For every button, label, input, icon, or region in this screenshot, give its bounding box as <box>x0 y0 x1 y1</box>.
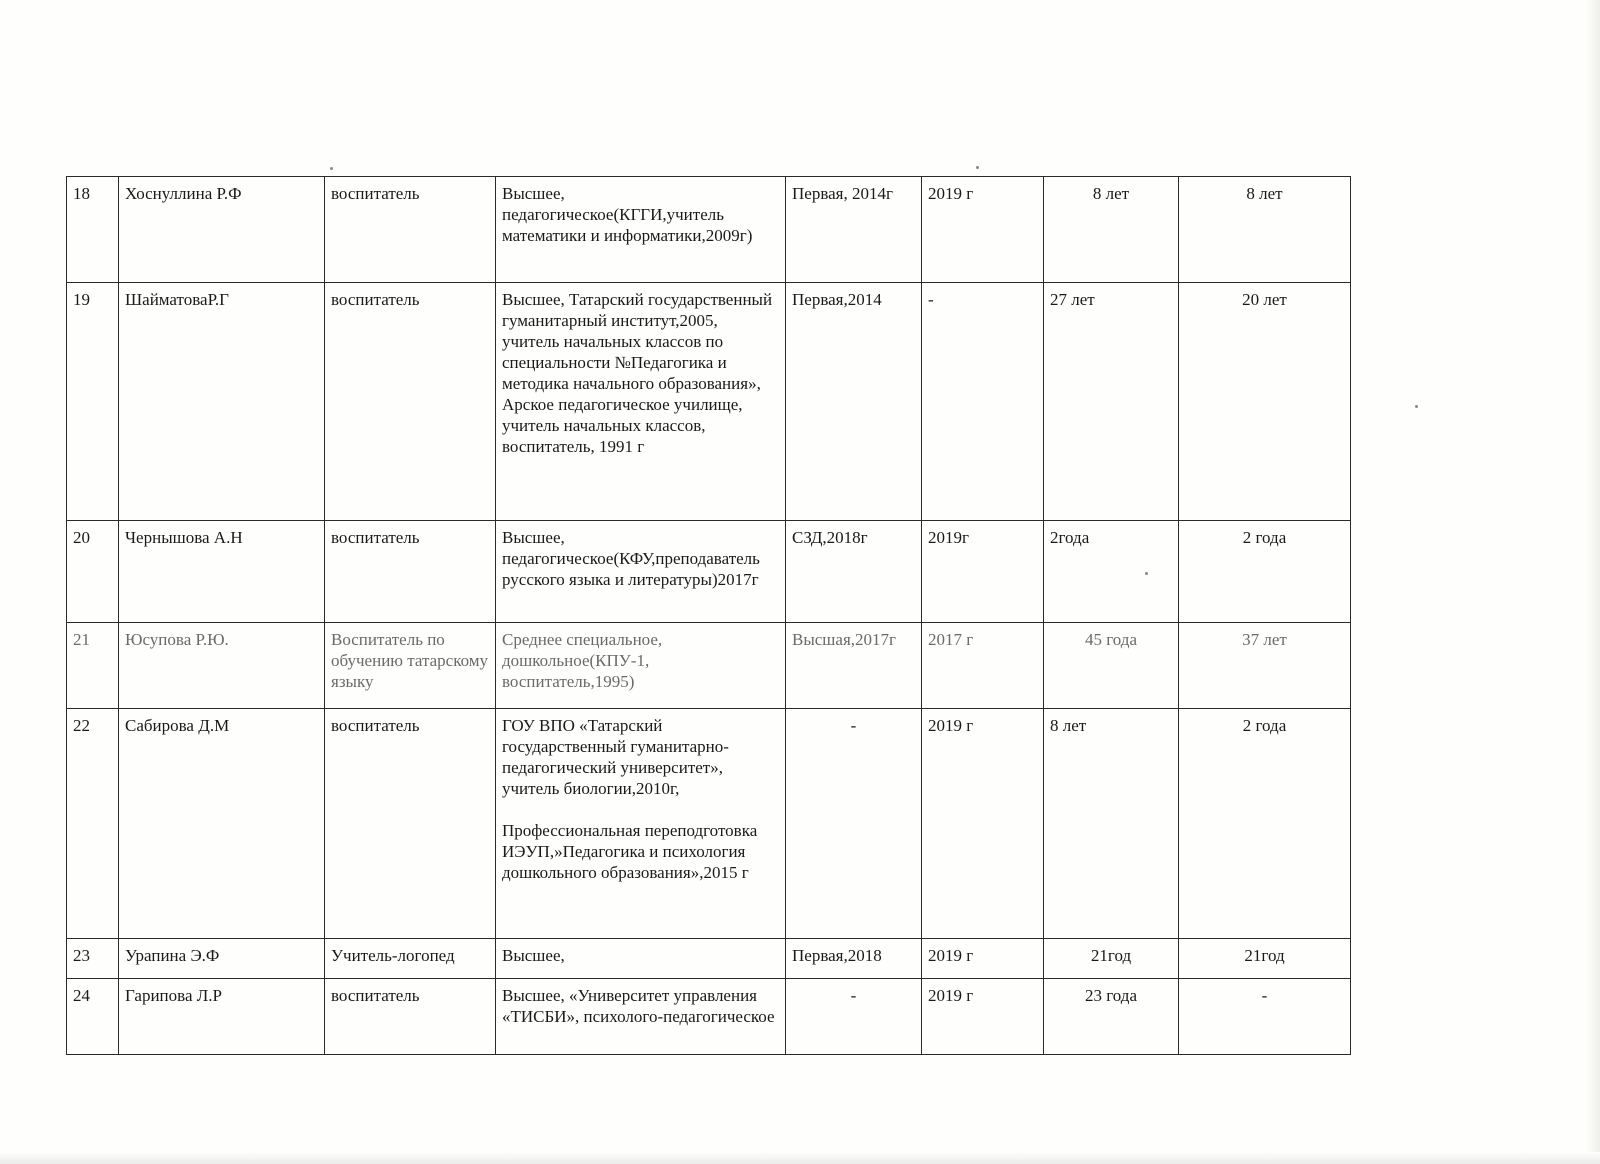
employee-education <box>496 283 786 521</box>
employee-education <box>496 521 786 623</box>
total-experience: 21год <box>1044 939 1179 979</box>
table-row <box>67 521 1351 623</box>
staff-table <box>66 176 1351 1055</box>
scan-speck <box>330 167 333 170</box>
employee-name: Урапина Э.Ф <box>119 939 325 979</box>
qualification-category: Высшая,2017г <box>786 623 922 709</box>
education-text: Высшее, «Университет управления «ТИСБИ», психолого-педагогическое <box>502 986 775 1026</box>
total-experience: 8 лет <box>1044 709 1179 939</box>
employee-name: Гарипова Л.Р <box>119 979 325 1055</box>
employee-name: Юсупова Р.Ю. <box>119 623 325 709</box>
total-experience: 2года <box>1044 521 1179 623</box>
employee-name: Чернышова А.Н <box>119 521 325 623</box>
row-number: 19 <box>67 283 119 521</box>
education-text: Высшее, <box>502 946 565 965</box>
scan-edge-bottom <box>0 1152 1600 1164</box>
qualification-category: Первая, 2014г <box>786 177 922 283</box>
total-experience: 8 лет <box>1044 177 1179 283</box>
table-row <box>67 979 1351 1055</box>
employee-name: ШайматоваР.Г <box>119 283 325 521</box>
education-text: Среднее специальное, дошкольное(КПУ-1, воспитатель,1995) <box>502 630 663 691</box>
row-number: 20 <box>67 521 119 623</box>
employee-position: воспитатель <box>325 283 496 521</box>
employee-education <box>496 939 786 979</box>
employee-education <box>496 623 786 709</box>
row-number: 22 <box>67 709 119 939</box>
employee-education <box>496 177 786 283</box>
scan-speck <box>976 166 979 169</box>
employee-position: воспитатель <box>325 177 496 283</box>
pedagogical-experience: 20 лет <box>1179 283 1351 521</box>
education-text: Высшее, педагогическое(КГГИ,учитель математики и информатики,2009г) <box>502 184 753 245</box>
total-experience: 27 лет <box>1044 283 1179 521</box>
course-year: 2019 г <box>922 177 1044 283</box>
pedagogical-experience: 8 лет <box>1179 177 1351 283</box>
row-number: 18 <box>67 177 119 283</box>
employee-education <box>496 709 786 939</box>
pedagogical-experience: 2 года <box>1179 521 1351 623</box>
course-year: 2017 г <box>922 623 1044 709</box>
course-year: 2019 г <box>922 709 1044 939</box>
qualification-category: - <box>786 709 922 939</box>
total-experience: 23 года <box>1044 979 1179 1055</box>
scan-speck <box>1415 405 1418 408</box>
course-year: 2019 г <box>922 979 1044 1055</box>
employee-position: воспитатель <box>325 521 496 623</box>
pedagogical-experience: - <box>1179 979 1351 1055</box>
row-number: 23 <box>67 939 119 979</box>
table-row <box>67 709 1351 939</box>
scan-edge-right <box>1586 0 1600 1164</box>
course-year: 2019 г <box>922 939 1044 979</box>
employee-position: Учитель-логопед <box>325 939 496 979</box>
table-row <box>67 177 1351 283</box>
table-row <box>67 623 1351 709</box>
course-year: - <box>922 283 1044 521</box>
education-text-retraining: Профессиональная переподготовка ИЭУП,»Педагогика и психология дошкольного образования»,2015 г <box>502 821 758 882</box>
row-number: 24 <box>67 979 119 1055</box>
education-text: Высшее, педагогическое(КФУ,преподаватель русского языка и литературы)2017г <box>502 528 760 589</box>
employee-position: Воспитатель по обучению татарскому языку <box>325 623 496 709</box>
pedagogical-experience: 21год <box>1179 939 1351 979</box>
pedagogical-experience: 37 лет <box>1179 623 1351 709</box>
qualification-category: - <box>786 979 922 1055</box>
employee-education <box>496 979 786 1055</box>
pedagogical-experience: 2 года <box>1179 709 1351 939</box>
course-year: 2019г <box>922 521 1044 623</box>
education-text: ГОУ ВПО «Татарский государственный гуманитарно-педагогический университет», учитель биологии,2010г, <box>502 716 729 798</box>
employee-position: воспитатель <box>325 979 496 1055</box>
row-number: 21 <box>67 623 119 709</box>
employee-position: воспитатель <box>325 709 496 939</box>
table-row <box>67 283 1351 521</box>
table-row <box>67 939 1351 979</box>
employee-name: Сабирова Д.М <box>119 709 325 939</box>
qualification-category: Первая,2014 <box>786 283 922 521</box>
education-text: Высшее, Татарский государственный гуманитарный институт,2005, учитель начальных классов по специальности №Педагогика и методика начального образования», Арское педагогическое училище, учитель начальных классов, воспитатель, 1991 г <box>502 290 773 456</box>
qualification-category: Первая,2018 <box>786 939 922 979</box>
employee-name: Хоснуллина Р.Ф <box>119 177 325 283</box>
qualification-category: СЗД,2018г <box>786 521 922 623</box>
total-experience: 45 года <box>1044 623 1179 709</box>
